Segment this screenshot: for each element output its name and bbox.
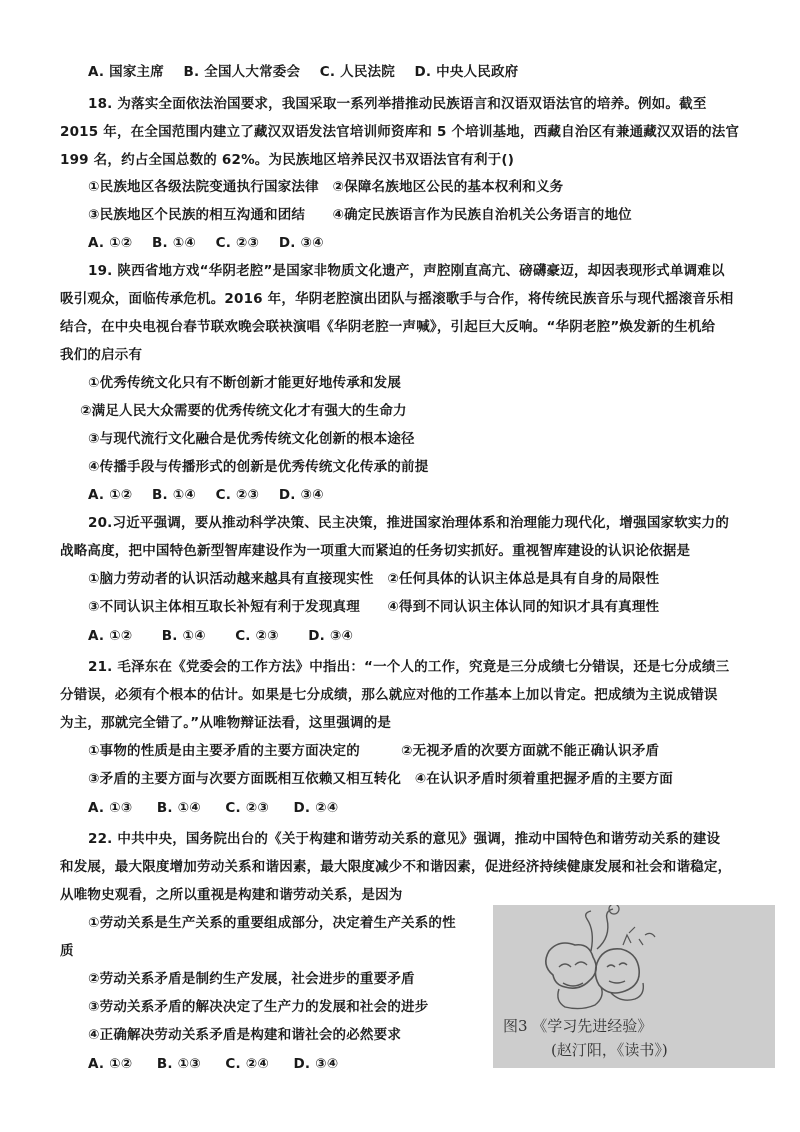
q20-option-c: C. ②③ bbox=[235, 628, 279, 644]
q18-option-c: C. ②③ bbox=[215, 235, 260, 251]
cartoon-figure bbox=[493, 905, 775, 1068]
q19-item-2: ②满足人民大众需要的优秀传统文化才有强大的生命力 bbox=[80, 403, 407, 419]
q18-stem-line-1: 18. 为落实全面依法治国要求，我国采取一系列举措推动民族语言和汉语双语法官的培养。例如。截至 bbox=[88, 96, 707, 112]
q18-item-line-2: ③民族地区个民族的相互沟通和团结 ④确定民族语言作为民族自治机关公务语言的地位 bbox=[88, 207, 632, 223]
q20-item-line-2: ③不同认识主体相互取长补短有利于发现真理 ④得到不同认识主体认同的知识才具有真理性 bbox=[88, 599, 660, 615]
q19-stem-line-1: 19. 陕西省地方戏“华阴老腔”是国家非物质文化遗产，声腔刚直高亢、磅礴豪迈，却因表现形式单调难以 bbox=[88, 263, 725, 279]
q17-option-a: A. 国家主席 bbox=[88, 64, 164, 80]
q21-option-c: C. ②③ bbox=[225, 800, 269, 816]
q18-item-line-1: ①民族地区各级法院变通执行国家法律 ②保障名族地区公民的基本权利和义务 bbox=[88, 179, 564, 195]
q17-options bbox=[88, 62, 518, 82]
q22-stem-line-1: 22. 中共中央，国务院出台的《关于构建和谐劳动关系的意见》强调，推动中国特色和谐劳动关系的建设 bbox=[88, 831, 721, 847]
q18-option-b: B. ①④ bbox=[152, 235, 196, 251]
q21-option-a: A. ①③ bbox=[88, 800, 133, 816]
q20-option-a: A. ①② bbox=[88, 628, 133, 644]
q22-item-4: ④正确解决劳动关系矛盾是构建和谐社会的必然要求 bbox=[88, 1027, 402, 1043]
q18-stem-line-3: 199 名，约占全国总数的 62%。为民族地区培养民汉书双语法官有利于() bbox=[60, 152, 515, 168]
q19-stem-line-2: 吸引观众，面临传承危机。2016 年，华阴老腔演出团队与摇滚歌手与合作，将传统民族音乐与现代摇滚音乐相 bbox=[60, 291, 734, 307]
q20-option-d: D. ③④ bbox=[308, 628, 354, 644]
q17-option-d: D. 中央人民政府 bbox=[414, 64, 519, 80]
q21-options bbox=[88, 798, 338, 818]
q17-option-c: C. 人民法院 bbox=[319, 64, 395, 80]
q21-stem-line-2: 分错误，必须有个根本的估计。如果是七分成绩，那么就应对他的工作基本上加以肯定。把成绩为主说成错误 bbox=[60, 687, 718, 703]
q22-item-2: ②劳动关系矛盾是制约生产发展，社会进步的重要矛盾 bbox=[88, 971, 415, 987]
q21-item-line-1: ①事物的性质是由主要矛盾的主要方面决定的 ②无视矛盾的次要方面就不能正确认识矛盾 bbox=[88, 743, 660, 759]
q20-stem-line-2: 战略高度，把中国特色新型智库建设作为一项重大而紧迫的任务切实抓好。重视智库建设的认识论依据是 bbox=[60, 543, 691, 559]
q22-item-3: ③劳动关系矛盾的解决决定了生产力的发展和社会的进步 bbox=[88, 999, 429, 1015]
q22-option-c: C. ②④ bbox=[225, 1056, 269, 1072]
q22-stem-line-2: 和发展，最大限度增加劳动关系和谐因素，最大限度减少不和谐因素，促进经济持续健康发展和社会和谐稳定， bbox=[60, 859, 732, 875]
q18-stem-line-2: 2015 年，在全国范围内建立了藏汉双语发法官培训师资库和 5 个培训基地，西藏自治区有兼通藏汉双语的法官 bbox=[60, 124, 740, 140]
q20-options bbox=[88, 626, 353, 646]
q21-option-b: B. ①④ bbox=[156, 800, 201, 816]
q19-item-4: ④传播手段与传播形式的创新是优秀传统文化传承的前提 bbox=[88, 459, 429, 475]
q22-option-d: D. ③④ bbox=[293, 1056, 339, 1072]
q19-option-d: D. ③④ bbox=[278, 487, 324, 503]
q18-options bbox=[88, 233, 324, 253]
q19-options bbox=[88, 485, 324, 505]
q20-item-line-1: ①脑力劳动者的认识活动越来越具有直接现实性 ②任何具体的认识主体总是具有自身的局限性 bbox=[88, 571, 660, 587]
q21-item-line-2: ③矛盾的主要方面与次要方面既相互依赖又相互转化 ④在认识矛盾时须着重把握矛盾的主要方面 bbox=[88, 771, 673, 787]
q19-stem-line-4: 我们的启示有 bbox=[60, 347, 143, 363]
q22-item-1-cont: 质 bbox=[60, 943, 74, 959]
q21-stem-line-3: 为主，那就完全错了。”从唯物辩证法看，这里强调的是 bbox=[60, 715, 392, 731]
q22-stem-line-3: 从唯物史观看，之所以重视是构建和谐劳动关系，是因为 bbox=[60, 887, 403, 903]
q22-option-b: B. ①③ bbox=[156, 1056, 201, 1072]
q18-option-d: D. ③④ bbox=[278, 235, 324, 251]
q17-option-b: B. 全国人大常委会 bbox=[183, 64, 301, 80]
q18-option-a: A. ①② bbox=[88, 235, 133, 251]
figure-caption-title: 图3 《学习先进经验》 bbox=[503, 1017, 653, 1035]
q22-item-1: ①劳动关系是生产关系的重要组成部分，决定着生产关系的性 bbox=[88, 915, 456, 931]
q19-option-c: C. ②③ bbox=[215, 487, 260, 503]
q19-option-a: A. ①② bbox=[88, 487, 133, 503]
q20-option-b: B. ①④ bbox=[161, 628, 206, 644]
q19-stem-line-3: 结合，在中央电视台春节联欢晚会联袂演唱《华阴老腔一声喊》，引起巨大反响。“华阴老腔”焕发新的生机给 bbox=[60, 319, 716, 335]
q19-item-1: ①优秀传统文化只有不断创新才能更好地传承和发展 bbox=[88, 375, 402, 391]
figure-caption-source: (赵汀阳，《读书》) bbox=[551, 1041, 668, 1059]
q22-option-a: A. ①② bbox=[88, 1056, 133, 1072]
q21-option-d: D. ②④ bbox=[293, 800, 339, 816]
q22-options bbox=[88, 1054, 338, 1074]
q19-option-b: B. ①④ bbox=[152, 487, 196, 503]
q21-stem-line-1: 21. 毛泽东在《党委会的工作方法》中指出：“一个人的工作，究竟是三分成绩七分错误，还是七分成绩三 bbox=[88, 659, 730, 675]
q20-stem-line-1: 20.习近平强调，要从推动科学决策、民主决策，推进国家治理体系和治理能力现代化，增强国家软实力的 bbox=[88, 515, 730, 531]
q19-item-3: ③与现代流行文化融合是优秀传统文化创新的根本途径 bbox=[88, 431, 415, 447]
